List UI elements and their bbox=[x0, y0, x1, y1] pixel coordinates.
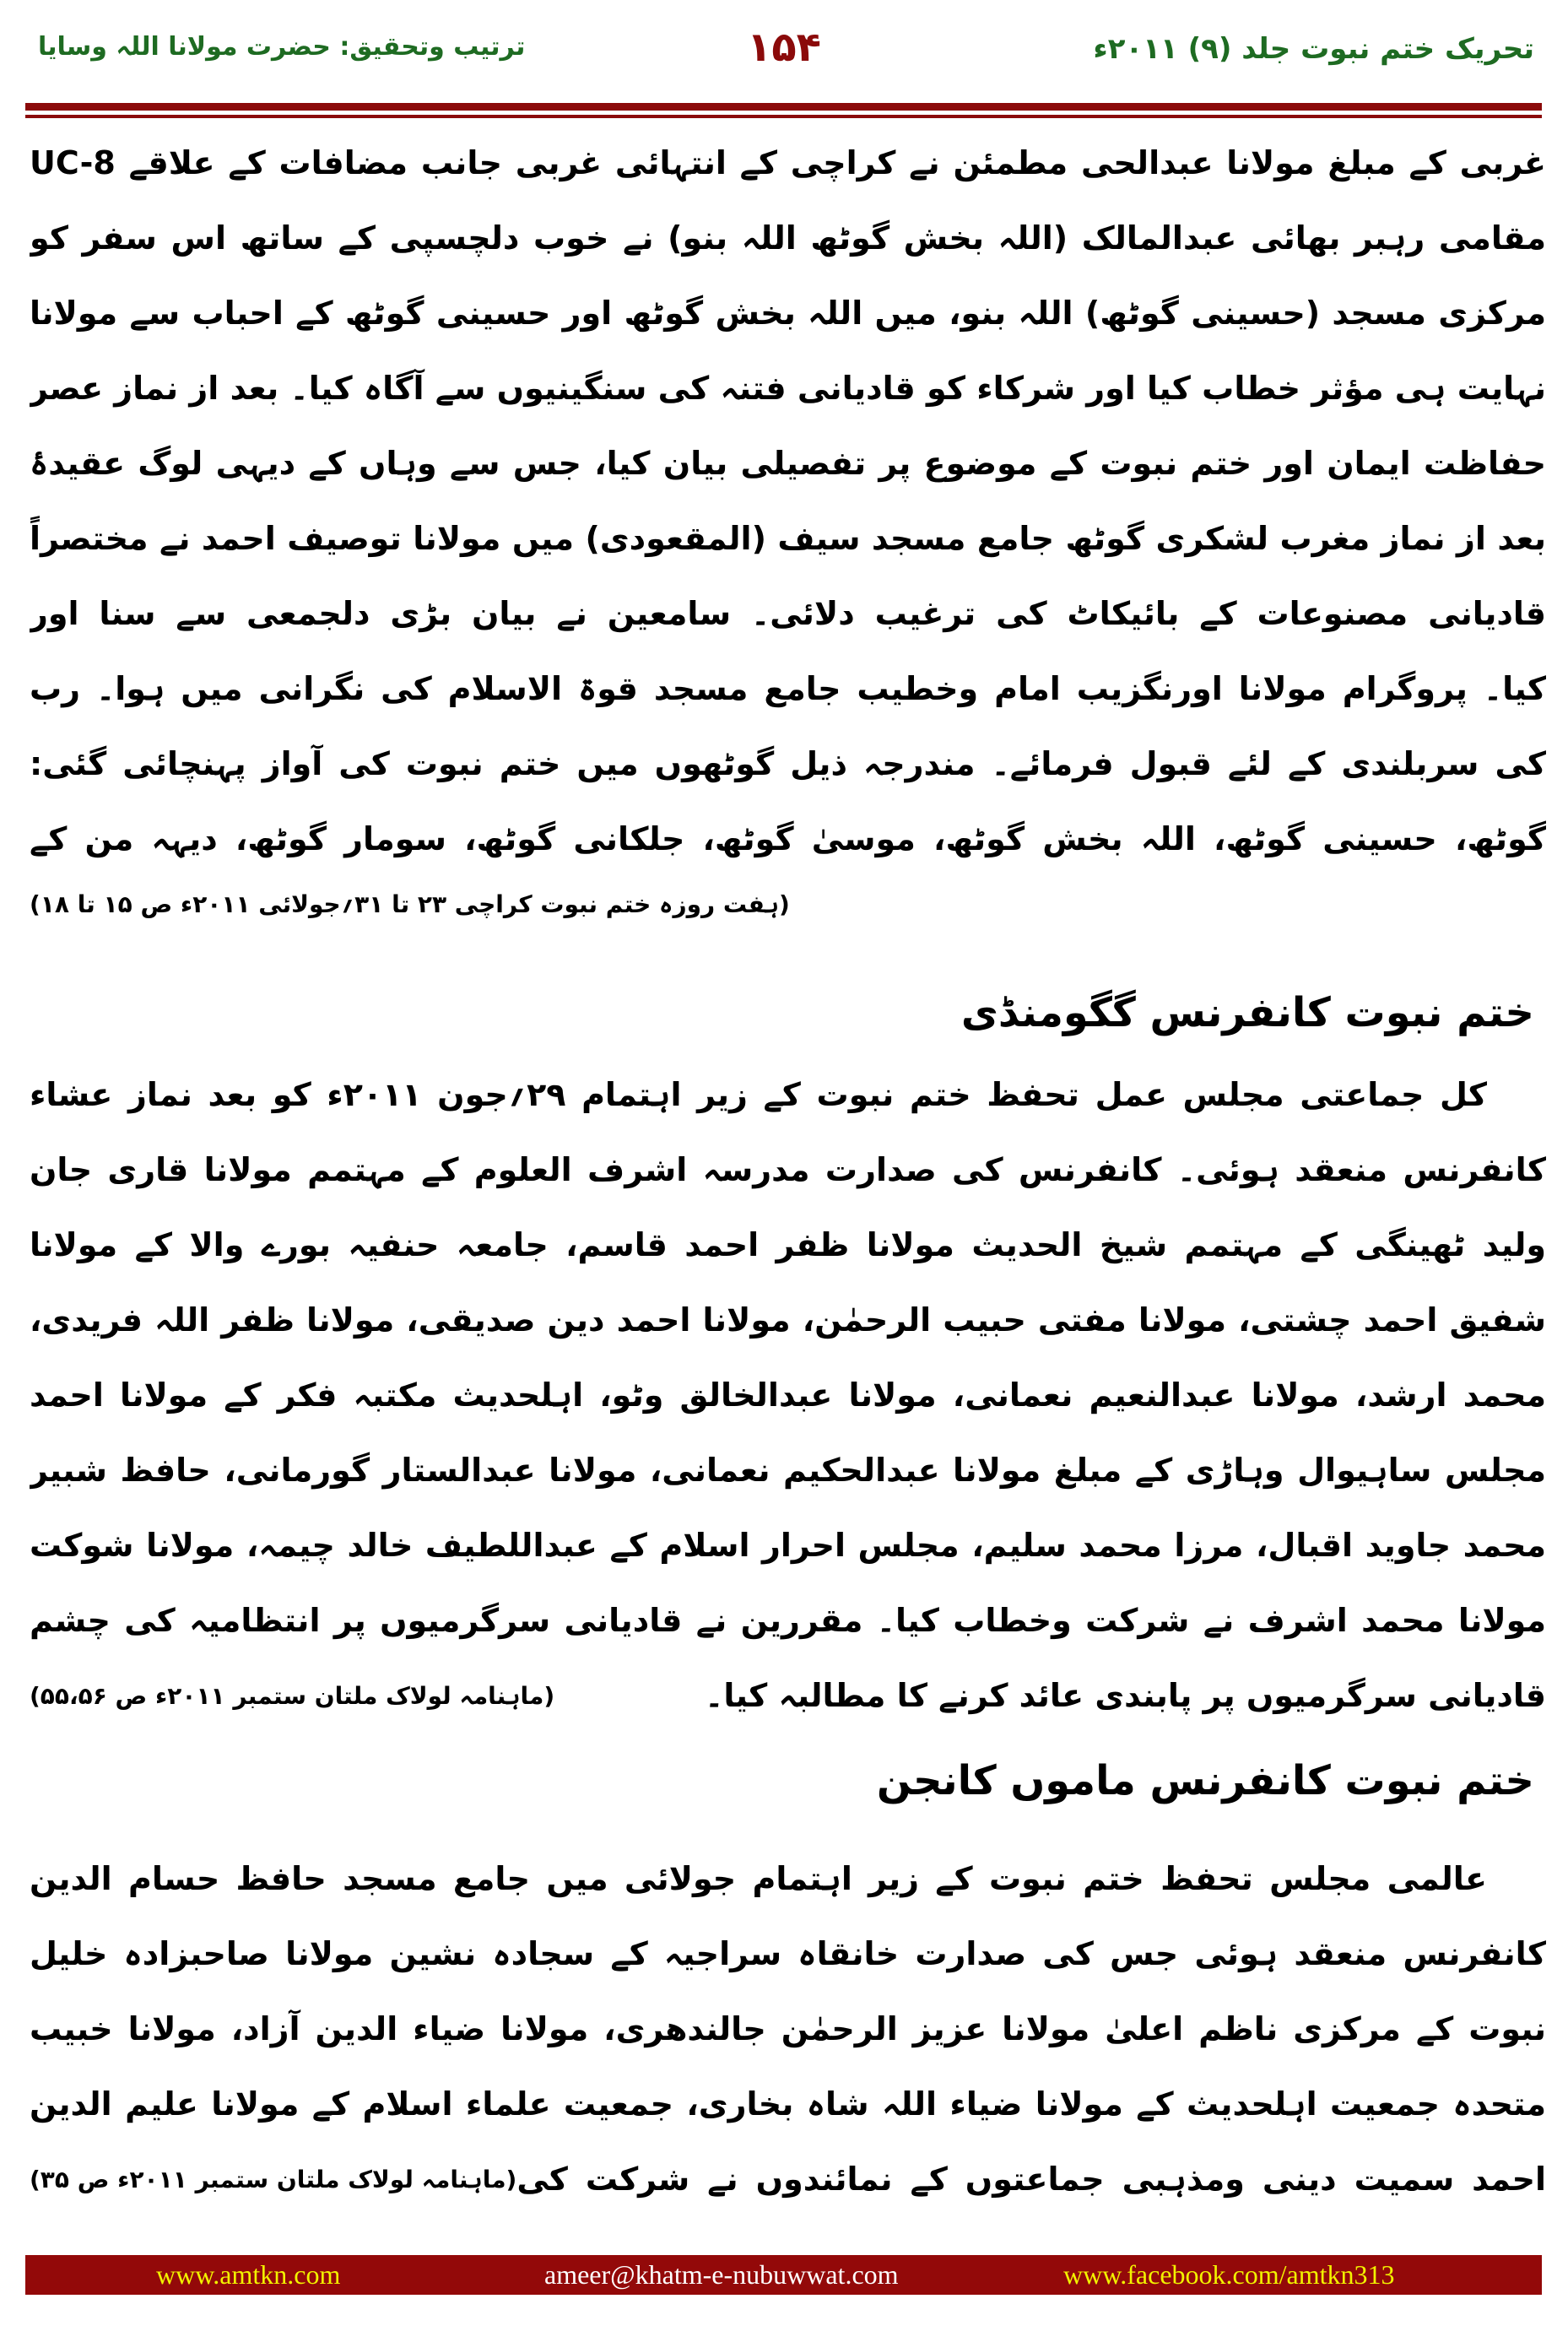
text-line: قادیانی مصنوعات کے بائیکاٹ کی ترغیب دلائی۔ سامعین نے بیان بڑی دلجمعی سے سنا اور bbox=[30, 595, 1546, 632]
text-line-content: قادیانی سرگرمیوں پر پابندی عائد کرنے کا مطالبہ کیا۔ bbox=[705, 1677, 1546, 1714]
text-line: گوٹھ، حسینی گوٹھ، اللہ بخش گوٹھ، موسیٰ گوٹھ، جلکانی گوٹھ، سومار گوٹھ، دیہہ من کے bbox=[30, 820, 1546, 857]
section2-citation: (ماہنامہ لولاک ملتان ستمبر ۲۰۱۱ء ص ۵۵،۵۶) bbox=[30, 1682, 555, 1710]
text-line: متحدہ جمعیت اہلحدیث کے مولانا ضیاء اللہ شاہ بخاری، جمعیت علماء اسلام کے مولانا علیم الدین bbox=[30, 2085, 1546, 2123]
section2-heading: ختم نبوت کانفرنس گگومنڈی bbox=[960, 989, 1534, 1036]
section1-citation: (ہفت روزہ ختم نبوت کراچی ۲۳ تا ۳۱؍جولائی ۲۰۱۱ء ص ۱۵ تا ۱۸) bbox=[30, 890, 790, 918]
text-line: کیا۔ پروگرام مولانا اورنگزیب امام وخطیب جامع مسجد قوۃ الاسلام کی نگرانی میں ہوا۔ رب bbox=[30, 670, 1546, 707]
text-line: کی سربلندی کے لئے قبول فرمائے۔ مندرجہ ذیل گوٹھوں میں ختم نبوت کی آواز پہنچائی گئی: bbox=[30, 745, 1546, 782]
text-line: نبوت کے مرکزی ناظم اعلیٰ مولانا عزیز الرحمٰن جالندھری، مولانا ضیاء الدین آزاد، مولانا خبیب bbox=[30, 2010, 1546, 2047]
email-link[interactable]: ameer@khatm-e-nubuwwat.com bbox=[544, 2259, 899, 2290]
facebook-link[interactable]: www.facebook.com/amtkn313 bbox=[1063, 2259, 1395, 2290]
footer-bar bbox=[25, 2255, 1542, 2295]
section2-paragraph bbox=[30, 1057, 1546, 1734]
page-number: ۱۵۴ bbox=[747, 24, 821, 71]
text-line: غربی کے مبلغ مولانا عبدالحی مطمئن نے کراچی کے انتہائی غربی جانب مضافات کے علاقے UC-8 bbox=[30, 144, 1546, 181]
text-line: محمد جاوید اقبال، مرزا محمد سلیم، مجلس احرار اسلام کے عبداللطیف خالد چیمہ، مولانا شوکت bbox=[30, 1527, 1546, 1564]
header-rule-thin bbox=[25, 115, 1542, 118]
text-line: کل جماعتی مجلس عمل تحفظ ختم نبوت کے زیر اہتمام ۲۹؍جون ۲۰۱۱ء کو بعد نماز عشاء bbox=[30, 1076, 1487, 1113]
section3-citation: (ماہنامہ لولاک ملتان ستمبر ۲۰۱۱ء ص ۳۵) bbox=[30, 2166, 517, 2193]
text-line-content: احمد سمیت دینی ومذہبی جماعتوں کے نمائندوں نے شرکت کی bbox=[516, 2161, 1546, 2198]
text-line: ولید ٹھینگی کے مہتمم شیخ الحدیث مولانا ظفر احمد قاسم، جامعہ حنفیہ بورے والا کے مولانا bbox=[30, 1226, 1546, 1263]
website-link[interactable]: www.amtkn.com bbox=[156, 2259, 341, 2290]
text-line: محمد ارشد، مولانا عبدالنعیم نعمانی، مولانا عبدالخالق وٹو، اہلحدیث مکتبہ فکر کے مولانا احمد bbox=[30, 1377, 1546, 1414]
text-line: عالمی مجلس تحفظ ختم نبوت کے زیر اہتمام جولائی میں جامع مسجد حافظ حسام الدین bbox=[30, 1860, 1487, 1897]
text-line: مولانا محمد اشرف نے شرکت وخطاب کیا۔ مقررین نے قادیانی سرگرمیوں پر انتظامیہ کی چشم bbox=[30, 1602, 1546, 1639]
text-line bbox=[30, 1658, 1546, 1734]
text-line: کانفرنس منعقد ہوئی جس کی صدارت خانقاہ سراجیہ کے سجادہ نشین مولانا صاحبزادہ خلیل bbox=[30, 1935, 1546, 1972]
text-line: بعد از نماز مغرب لشکری گوٹھ جامع مسجد سیف (المقعودی) میں مولانا توصیف احمد نے مختصراً bbox=[30, 520, 1546, 557]
compiler-credit: ترتیب وتحقیق: حضرت مولانا اللہ وسایا bbox=[38, 32, 526, 62]
text-line: مقامی رہبر بھائی عبدالمالک (اللہ بخش گوٹھ اللہ بنو) نے خوب دلچسپی کے ساتھ اس سفر کو bbox=[30, 219, 1546, 257]
book-title: تحریک ختم نبوت جلد (۹) ۲۰۱۱ء bbox=[1093, 32, 1534, 66]
section1-paragraph bbox=[30, 126, 1546, 877]
section3-heading: ختم نبوت کانفرنس ماموں کانجن bbox=[876, 1757, 1534, 1804]
text-line bbox=[30, 2142, 1546, 2217]
section3-paragraph bbox=[30, 1842, 1546, 2217]
text-line: نہایت ہی مؤثر خطاب کیا اور شرکاء کو قادیانی فتنہ کی سنگینیوں سے آگاہ کیا۔ بعد از نماز عصر bbox=[30, 370, 1546, 407]
text-line: مرکزی مسجد (حسینی گوٹھ) اللہ بنو، میں اللہ بخش گوٹھ اور حسینی گوٹھ کے احباب سے مولانا bbox=[30, 295, 1546, 332]
text-line: مجلس ساہیوال وہاڑی کے مبلغ مولانا عبدالحکیم نعمانی، مولانا عبدالستار گورمانی، حافظ شبیر bbox=[30, 1452, 1546, 1489]
header-rule-thick bbox=[25, 103, 1542, 111]
text-line: کانفرنس منعقد ہوئی۔ کانفرنس کی صدارت مدرسہ اشرف العلوم کے مہتمم مولانا قاری جان bbox=[30, 1151, 1546, 1188]
text-line: شفیق احمد چشتی، مولانا مفتی حبیب الرحمٰن، مولانا احمد دین صدیقی، مولانا ظفر اللہ فریدی، bbox=[30, 1301, 1546, 1339]
text-line: حفاظت ایمان اور ختم نبوت کے موضوع پر تفصیلی بیان کیا، جس سے وہاں کے دیہی لوگ عقیدۂ bbox=[30, 445, 1546, 482]
